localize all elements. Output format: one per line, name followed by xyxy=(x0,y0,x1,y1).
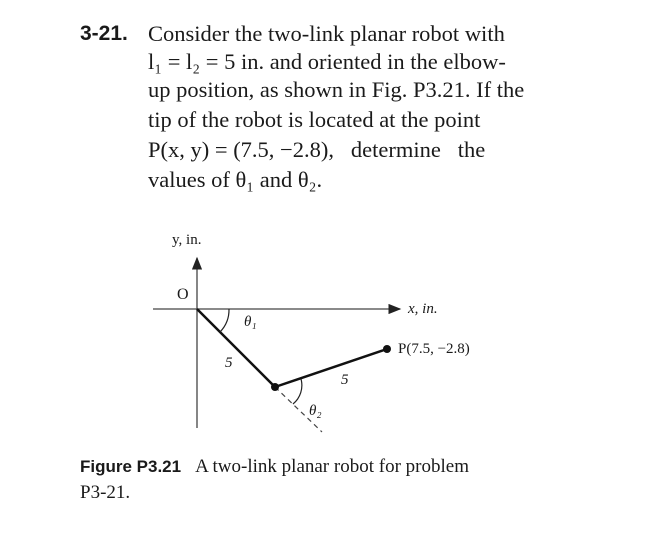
link1-length-label: 5 xyxy=(225,355,233,371)
theta2-label: θ₂ xyxy=(309,403,322,419)
problem-number: 3-21. xyxy=(80,22,128,45)
y-axis-label: y, in. xyxy=(172,232,202,248)
problem-line-4: tip of the robot is located at the point xyxy=(148,107,481,132)
link-2 xyxy=(275,349,387,387)
theta1-arc xyxy=(220,309,229,332)
point-label: P(7.5, −2.8) xyxy=(398,341,470,357)
caption-number: Figure P3.21 xyxy=(80,457,182,476)
problem-text: Consider the two-link planar robot with xyxy=(148,21,505,46)
tip-point xyxy=(383,345,391,353)
figure-caption xyxy=(80,456,469,478)
theta1-label: θ₁ xyxy=(244,314,257,330)
problem-line-3: up position, as shown in Fig. P3.21. If the xyxy=(148,77,525,102)
x-axis-label: x, in. xyxy=(408,301,438,317)
problem-line-5: P(x, y) = (7.5, −2.8), determine the xyxy=(148,137,486,162)
caption-text: A two-link planar robot for problem xyxy=(195,456,469,477)
elbow-joint xyxy=(271,383,279,391)
origin-label: O xyxy=(177,286,189,303)
problem-line-6: values of θ₁ and θ₂. xyxy=(148,167,323,192)
caption-text-2: P3-21. xyxy=(80,482,131,503)
link2-length-label: 5 xyxy=(341,372,349,388)
link-1 xyxy=(197,309,275,387)
theta2-arc xyxy=(293,379,302,404)
problem-line-2: l₁ = l₂ = 5 in. and oriented in the elbow- xyxy=(148,49,506,74)
